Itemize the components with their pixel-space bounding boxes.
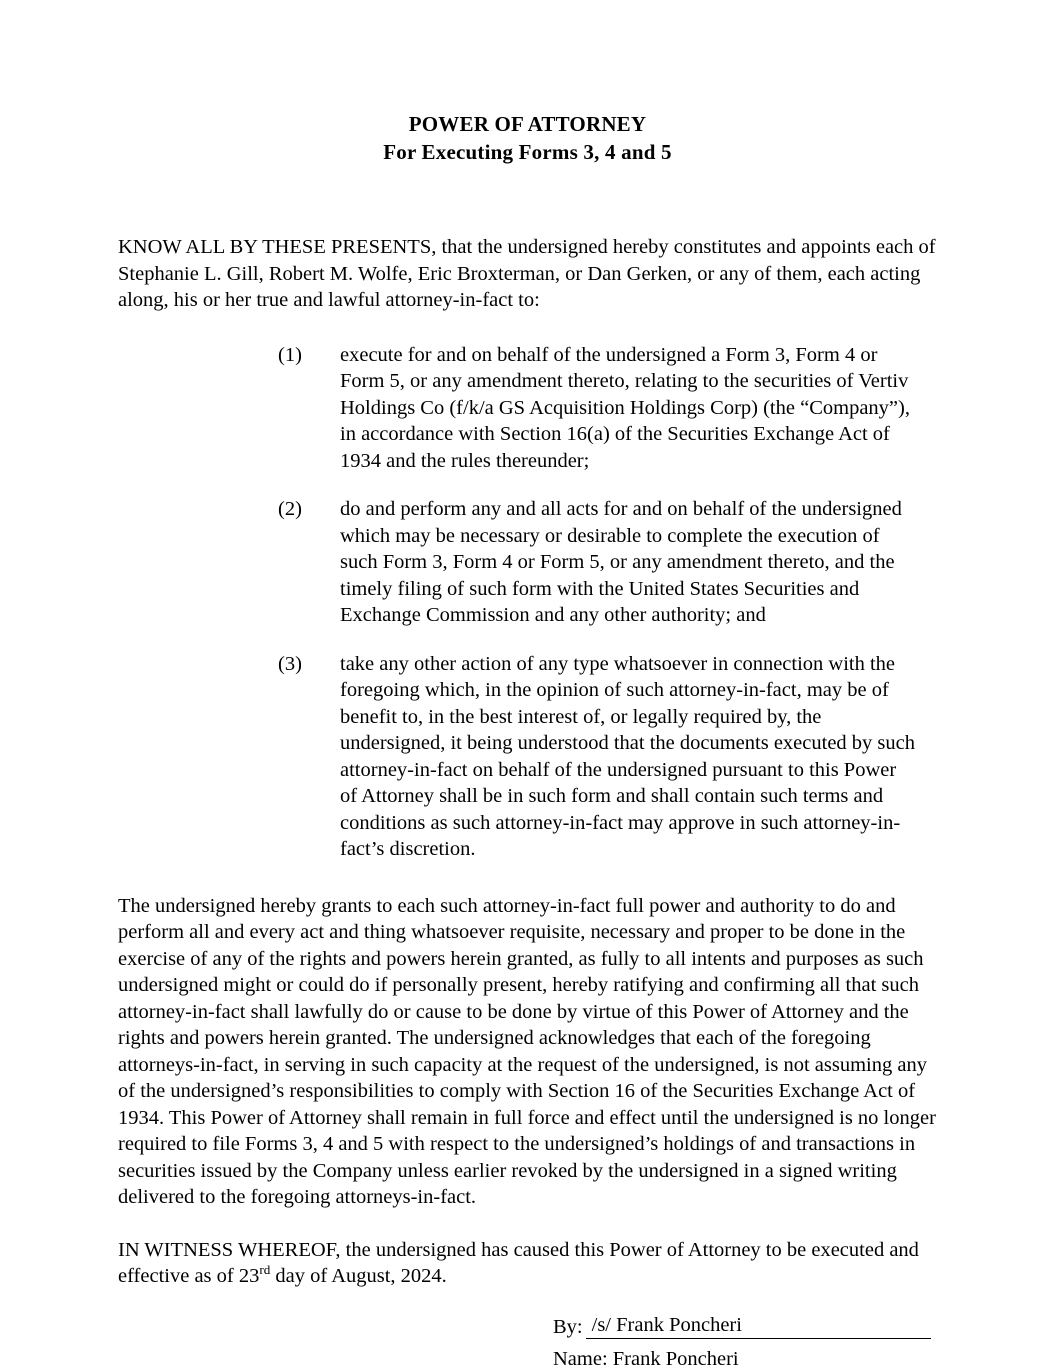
page-subtitle: For Executing Forms 3, 4 and 5 xyxy=(383,140,672,164)
grant-paragraph: The undersigned hereby grants to each such attorney-in-fact full power and authority to do and perform all and every act and thing whatsoever requisite, necessary and proper to be done in the exercise of any of the rights and powers herein granted, as fully to all intents and purposes as such undersigned might or could do if personally present, hereby ratifying and confirming all that such attorney-in-fact shall lawfully do or cause to be done by virtue of this Power of Attorney and the rights and powers herein granted. The undersigned acknowledges that each of the foregoing attorneys-in-fact, in serving in such capacity at the request of the undersigned, is not assuming any of the undersigned’s responsibilities to comply with Section 16 of the Securities Exchange Act of 1934. This Power of Attorney shall remain in full force and effect until the undersigned is no longer required to file Forms 3, 4 and 5 with respect to the undersigned’s holdings of and transactions in securities issued by the Company unless earlier revoked by the undersigned in a signed writing delivered to the foregoing attorneys-in-fact. xyxy=(118,894,936,1208)
list-item xyxy=(278,342,915,475)
clause-marker: (1) xyxy=(278,343,302,366)
clause-marker: (2) xyxy=(278,498,302,520)
page-title: POWER OF ATTORNEY xyxy=(408,112,647,136)
clause-text: execute for and on behalf of the undersigned a Form 3, Form 4 or Form 5, or any amendment thereto, relating to the securities of Vertiv Holdings Co (f/k/a GS Acquisition Holdings Corp) (the “Company”), in accordance with Section 16(a) of the Securities Exchange Act of 1934 and the rules thereunder; xyxy=(340,343,910,472)
intro-paragraph: KNOW ALL BY THESE PRESENTS, that the undersigned hereby constitutes and appoints each of Stephanie L. Gill, Robert M. Wolfe, Eric Broxterman, or Dan Gerken, or any of them, each acting along, his or her true and lawful attorney-in-fact to: xyxy=(118,236,936,311)
document-title-block xyxy=(118,110,937,166)
numbered-clause-list xyxy=(278,342,915,863)
clause-text: take any other action of any type whatsoever in connection with the foregoing which, in the opinion of such attorney-in-fact, may be of benefit to, in the best interest of, or legally required by, the undersigned, it being understood that the documents executed by such attorney-in-fact on behalf of the undersigned pursuant to this Power of Attorney shall be in such form and shall contain such terms and conditions as such attorney-in-fact may approve in such attorney-in-fact’s discretion. xyxy=(340,652,916,860)
clause-marker: (3) xyxy=(278,652,302,675)
clause-text: do and perform any and all acts for and on behalf of the undersigned which may be necessary or desirable to complete the execution of such Form 3, Form 4 or Form 5, or any amendment thereto, and the timely filing of such form with the United States Securities and Exchange Commission and any other authority; and xyxy=(340,498,902,626)
signature-name-line: Name: Frank Poncheri xyxy=(553,1347,739,1370)
signature-row xyxy=(553,1312,937,1339)
signature-block xyxy=(553,1312,937,1371)
witness-tail-text: day of August, 2024. xyxy=(270,1265,447,1287)
ordinal-suffix: rd xyxy=(259,1262,271,1278)
signature-value: /s/ Frank Poncheri xyxy=(591,1313,742,1336)
signature-line[interactable] xyxy=(586,1312,931,1339)
list-item xyxy=(278,496,915,629)
list-item xyxy=(278,651,915,863)
witness-lead-text: IN WITNESS WHEREOF, the undersigned has caused this Power of Attorney to be executed and effective as of 23 xyxy=(118,1238,919,1287)
witness-paragraph xyxy=(118,1237,937,1290)
signature-by-label: By: xyxy=(553,1315,583,1338)
